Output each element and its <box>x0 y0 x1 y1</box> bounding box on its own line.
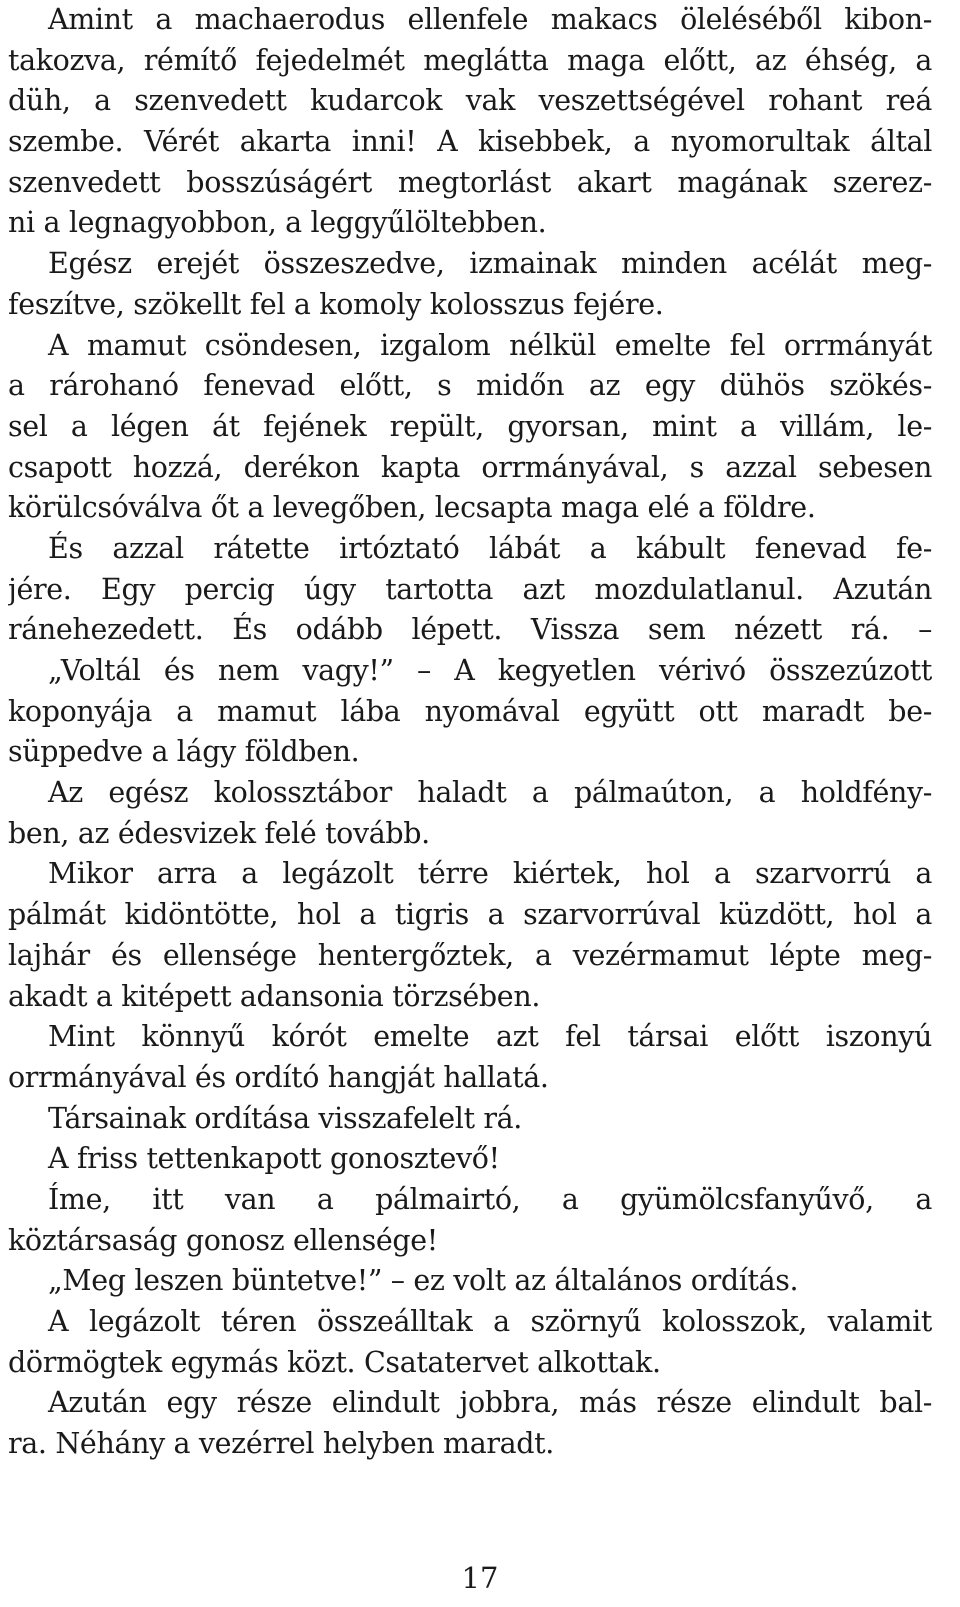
text-line: ránehezedett. És odább lépett. Vissza sem nézett rá. – <box>8 613 932 647</box>
text-line: orrmányával és ordító hangját hallatá. <box>8 1060 549 1094</box>
text-line: csapott hozzá, derékon kapta orrmányával, s azzal sebesen <box>8 450 932 484</box>
text-line: lajhár és ellensége hentergőztek, a vezérmamut lépte meg- <box>8 938 932 972</box>
text-line: A mamut csöndesen, izgalom nélkül emelte fel orrmányát <box>48 328 932 362</box>
text-line: ni a legnagyobbon, a leggyűlöltebben. <box>8 206 547 240</box>
page-number: 17 <box>461 1561 499 1595</box>
text-line: Az egész kolossztábor haladt a pálmaúton, a holdfény- <box>48 776 932 810</box>
text-line: jére. Egy percig úgy tartotta azt mozdulatlanul. Azután <box>8 572 932 606</box>
body-text <box>8 0 932 1465</box>
text-line: takozva, rémítő fejedelmét meglátta maga előtt, az éhség, a <box>8 43 932 77</box>
text-line: A legázolt téren összeálltak a szörnyű kolosszok, valamit <box>48 1305 932 1338</box>
text-line: szembe. Vérét akarta inni! A kisebbek, a nyomorultak által <box>8 125 932 159</box>
text-line: Mikor arra a legázolt térre kiértek, hol a szarvorrú a <box>48 857 932 891</box>
text-line: köztársaság gonosz ellensége! <box>8 1223 438 1257</box>
text-line: A friss tettenkapott gonosztevő! <box>48 1142 500 1176</box>
text-line: sel a légen át fejének repült, gyorsan, mint a villám, le- <box>8 409 932 443</box>
text-line: Egész erejét összeszedve, izmainak minden acélát meg- <box>48 247 932 281</box>
text-line: Íme, itt van a pálmairtó, a gyümölcsfanyűvő, a <box>48 1182 932 1216</box>
text-line: szenvedett bosszúságért megtorlást akart magának szerez- <box>8 165 932 199</box>
text-line: süppedve a lágy földben. <box>8 735 360 769</box>
text-line: koponyája a mamut lába nyomával együtt ott maradt be- <box>8 694 932 728</box>
text-line: Amint a machaerodus ellenfele makacs öleléséből kibon- <box>48 3 932 36</box>
text-line: feszítve, szökellt fel a komoly kolosszus fejére. <box>8 287 664 321</box>
text-line: düh, a szenvedett kudarcok vak veszettségével rohant reá <box>8 84 932 118</box>
text-line: ra. Néhány a vezérrel helyben maradt. <box>8 1427 554 1461</box>
text-line: ben, az édesvizek felé tovább. <box>8 816 430 850</box>
text-line: körülcsóválva őt a levegőben, lecsapta maga elé a földre. <box>8 491 816 525</box>
text-line: pálmát kidöntötte, hol a tigris a szarvorrúval küzdött, hol a <box>8 898 932 932</box>
text-line: És azzal rátette irtóztató lábát a kábult fenevad fe- <box>48 531 932 565</box>
text-line: akadt a kitépett adansonia törzsében. <box>8 979 541 1013</box>
text-line: a rárohanó fenevad előtt, s midőn az egy dühös szökés- <box>8 369 932 403</box>
text-line: Azután egy része elindult jobbra, más része elindult bal- <box>48 1386 932 1420</box>
page-body <box>8 0 932 1465</box>
text-line: „Voltál és nem vagy!” – A kegyetlen vérivó összezúzott <box>48 654 932 687</box>
text-line: Mint könnyű kórót emelte azt fel társai előtt iszonyú <box>48 1020 932 1054</box>
text-line: dörmögtek egymás közt. Csatatervet alkottak. <box>8 1345 661 1379</box>
text-line: Társainak ordítása visszafelelt rá. <box>48 1101 523 1135</box>
text-line: „Meg leszen büntetve!” – ez volt az általános ordítás. <box>48 1264 799 1298</box>
